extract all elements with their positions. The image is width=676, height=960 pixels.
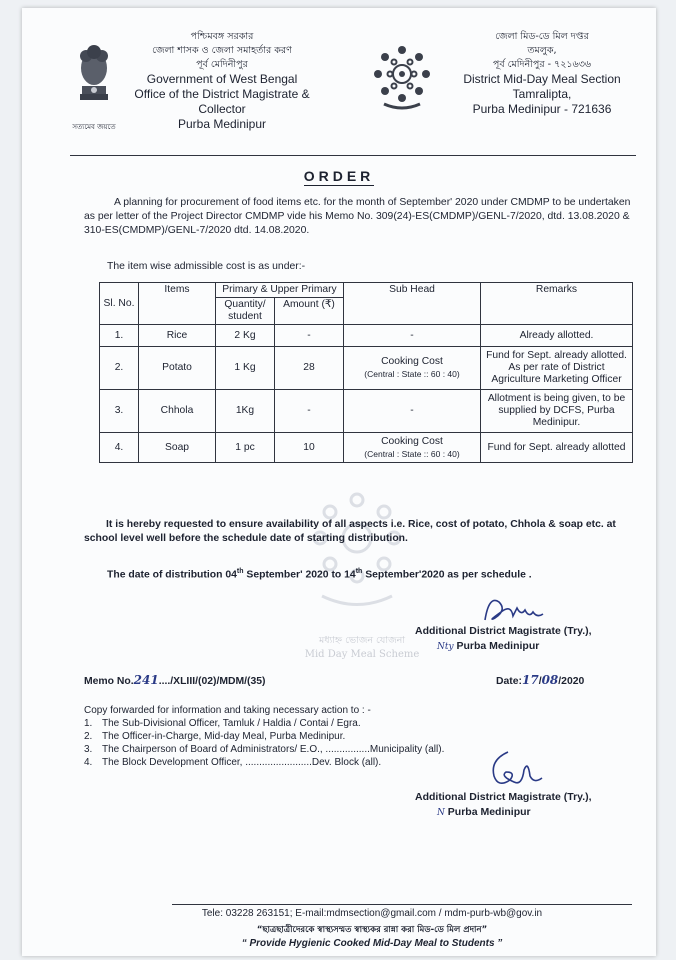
list-item [84,717,584,730]
header-amount: Amount (₹) [275,298,344,325]
list-item [84,730,584,743]
intro-paragraph: A planning for procurement of food items etc. for the month of September' 2020 under CMDMP to be undertaken as per letter of the Project Director CMDMP vide his Memo No. 309(24)-ES(CMDMP)/GENL-7/2020, dtd. 13.08.2020 & 310-ES(CMDMP)/GENL-7/2020 dtd. 14.08.2020. [84,197,631,236]
header-sl: Sl. No. [100,283,139,325]
cell-sl: 2. [100,347,139,390]
header-left-bengali-3: পূর্ব মেদিনীপুর [196,59,248,70]
items-table [99,282,633,463]
cell-item: Soap [139,433,216,463]
subhead-note: (Central : State :: 60 : 40) [364,369,460,379]
header-left-bengali-1: পশ্চিমবঙ্গ সরকার [190,31,254,42]
distribution-prefix: The date of distribution 04 [107,569,237,581]
watermark-english: Mid Day Meal Scheme [304,649,420,660]
cell-subhead [344,433,481,463]
subhead-text: - [410,329,414,341]
header-primary-group: Primary & Upper Primary [216,283,344,298]
header-items: Items [139,283,216,325]
memo-prefix: Memo No. [84,676,134,687]
footer-english-slogan: “ Provide Hygienic Cooked Mid-Day Meal to Students ” [241,938,503,949]
cell-qty: 1 Kg [216,347,275,390]
signature-2-title: Additional District Magistrate (Try.), [415,791,592,803]
cell-amount: - [275,325,344,347]
header-right [437,30,647,117]
footer-divider [172,904,632,905]
cell-remarks: Fund for Sept. already allotted. As per rate of District Agriculture Marketing Officer [481,347,633,390]
signature-2-initials: N [437,808,445,818]
cell-qty: 1Kg [216,390,275,433]
cell-amount: - [275,390,344,433]
copy-item-num: 3. [84,744,93,755]
cell-subhead [344,390,481,433]
copy-item-num: 1. [84,718,93,729]
signature-2-block [415,790,655,821]
header-left-english-1: Government of West Bengal [146,72,298,86]
header-right-bengali-2: তমলুক, [527,45,557,56]
distribution-sup-1: th [236,568,244,575]
order-title: ORDER [303,168,375,184]
header-subhead: Sub Head [344,283,481,325]
cell-qty: 1 pc [216,433,275,463]
cell-amount: 28 [275,347,344,390]
memo-date: Date:17/08/2020 [496,673,585,687]
date-year: /2020 [558,676,585,687]
table-row [100,390,633,433]
distribution-middle: September' 2020 to 14 [243,569,356,581]
copy-item-text: The Block Development Officer, ........................Dev. Block (all). [102,757,382,768]
cost-intro: The item wise admissible cost is as under:- [107,261,306,272]
signature-2-place: Purba Medinipur [447,806,531,818]
memo-number [84,673,384,689]
table-header-row [100,283,633,298]
cell-amount: 10 [275,433,344,463]
table-row [100,325,633,347]
mid-day-meal-logo-icon [362,42,442,112]
copy-intro: Copy forwarded for information and taking necessary action to : - [84,705,371,716]
table-row [100,433,633,463]
date-month: 08 [541,673,559,687]
header-left-english-2: Office of the District Magistrate & Collector [134,87,310,116]
cell-sl: 4. [100,433,139,463]
distribution-line [107,565,637,582]
footer-contact: Tele: 03228 263151; E-mail:mdmsection@gmail.com / mdm-purb-wb@gov.in [201,908,543,919]
cell-remarks: Already allotted. [481,325,633,347]
signature-1-place: Purba Medinipur [456,640,540,652]
header-quantity: Quantity/ student [216,298,275,325]
document-page [22,8,656,956]
cell-item: Chhola [139,390,216,433]
cell-item: Rice [139,325,216,347]
emblem-caption: সত্যমেব জয়তে [72,123,116,131]
date-day: 17 [521,673,539,687]
memo-suffix: ..../XLIII/(02)/MDM/(35) [158,676,266,687]
national-emblem-icon [72,38,116,118]
copy-item-text: The Officer-in-Charge, Mid-day Meal, Purba Medinipur. [102,731,346,742]
memo-handwritten-number: 241 [133,673,159,687]
copy-item-num: 4. [84,757,93,768]
header-left-english-3: Purba Medinipur [177,117,267,131]
signature-1-title: Additional District Magistrate (Try.), [415,625,592,637]
header-left [112,30,332,132]
cell-subhead [344,325,481,347]
cell-remarks: Allotment is being given, to be supplied by DCFS, Purba Medinipur. [481,390,633,433]
subhead-note: (Central : State :: 60 : 40) [364,448,460,459]
header-divider [70,155,636,156]
subhead-text: Cooking Cost [381,356,443,367]
copy-item-text: The Sub-Divisional Officer, Tamluk / Haldia / Contai / Egra. [102,718,361,729]
cell-sl: 3. [100,390,139,433]
cell-sl: 1. [100,325,139,347]
date-label: Date: [496,676,522,687]
header-right-english-1: District Mid-Day Meal Section [463,72,621,86]
watermark-logo-icon [302,478,412,618]
watermark-bengali: মধ্যাহ্ন ভোজন যোজনা [318,635,406,646]
distribution-sup-2: th [355,568,363,575]
copy-item-text: The Chairperson of Board of Administrators/ E.O., ................Municipality (all). [102,744,445,755]
table-row [100,347,633,390]
cell-subhead [344,347,481,390]
header-right-english-3: Purba Medinipur - 721636 [472,102,612,116]
header-right-bengali-1: জেলা মিড-ডে মিল দপ্তর [495,31,589,42]
header-left-bengali-2: জেলা শাসক ও জেলা সমাহর্তার করণ [152,45,292,56]
signature-1-block [415,624,655,655]
subhead-text: Cooking Cost [381,435,443,447]
copy-item-num: 2. [84,731,93,742]
request-paragraph: It is hereby requested to ensure availability of all aspects i.e. Rice, cost of potato, Chhola & soap etc. at school level well before the schedule date of starting distribution. [84,519,616,544]
watermark-text [292,634,432,662]
subhead-text: - [410,405,414,416]
cell-remarks: Fund for Sept. already allotted [481,433,633,463]
distribution-suffix: September'2020 as per schedule . [362,569,532,581]
cell-item: Potato [139,347,216,390]
signature-2-icon [484,746,554,792]
header-right-bengali-3: পূর্ব মেদিনীপুর - ৭২১৬৩৬ [492,59,592,70]
header-right-english-2: Tamralipta, [512,87,572,101]
cell-qty: 2 Kg [216,325,275,347]
footer-bengali-slogan: “ছাত্রছাত্রীদেরকে স্বাস্থ্যসম্মত স্বাস্থ্যকর রান্না করা মিড-ডে মিল প্রদান” [256,925,488,935]
header-remarks: Remarks [481,283,633,325]
signature-1-initials: Nty [437,642,454,652]
